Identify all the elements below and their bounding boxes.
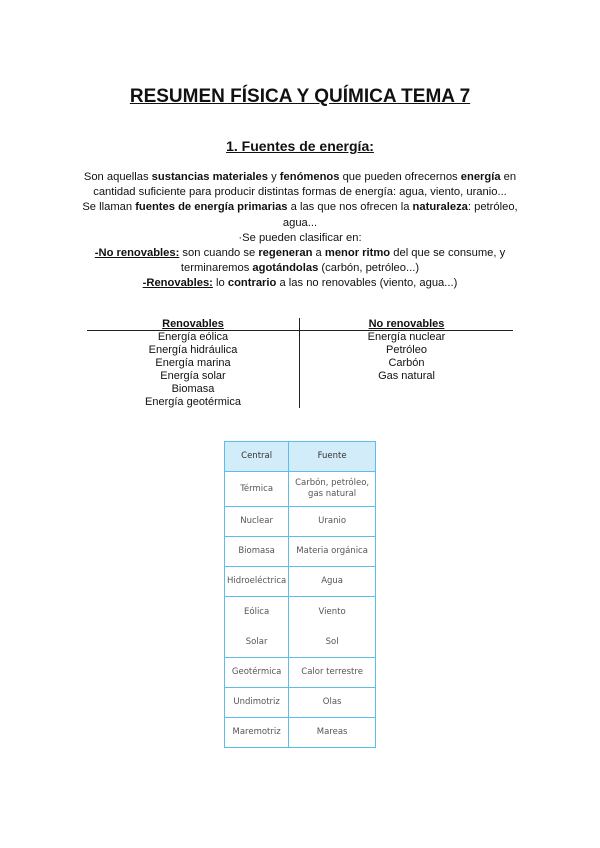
renovables-column [87,318,299,409]
table-header-row [225,442,376,472]
cell: Agua [289,567,376,597]
list-item: Energía marina [155,357,231,369]
header-fuente: Fuente [289,442,376,472]
cell: Materia orgánica [289,537,376,567]
list-item: Energía solar [160,370,226,382]
cell: Olas [289,688,376,718]
document-title: RESUMEN FÍSICA Y QUÍMICA TEMA 7 [129,86,471,107]
list-item: Gas natural [378,370,435,382]
cell: Maremotriz [225,718,289,748]
table-row [225,658,376,688]
column-header: No renovables [368,318,445,330]
cell: Geotérmica [225,658,289,688]
cell-text: Sol [325,637,339,647]
cell [225,597,289,658]
cell: Nuclear [225,507,289,537]
cell: Carbón, petróleo, gas natural [289,472,376,507]
centrales-table [224,441,376,748]
table-row [225,718,376,748]
table-row [225,507,376,537]
table-row [225,688,376,718]
table-row [225,537,376,567]
cell-text: Solar [245,637,268,647]
table-row [225,597,376,658]
cell: Mareas [289,718,376,748]
table-row [225,472,376,507]
paragraph-definition: Son aquellas sustancias materiales y fenómenos que pueden ofrecernos energía en cantidad suficiente para producir distintas formas de energía: agua, viento, uranio... [83,171,517,199]
cell-text: Viento [318,607,346,617]
cell-text: Eólica [244,607,270,617]
intro-text [80,170,520,292]
header-central: Central [225,442,289,472]
list-item: Energía geotérmica [145,396,241,408]
cell: Hidroeléctrica [225,567,289,597]
cell [289,597,376,658]
cell: Térmica [225,472,289,507]
list-item: Carbón [388,357,425,369]
cell: Biomasa [225,537,289,567]
list-item: Biomasa [171,383,215,395]
cell: Undimotriz [225,688,289,718]
column-header: Renovables [162,318,224,330]
paragraph-renovables: -Renovables: lo contrario a las no renovables (viento, agua...) [142,277,458,290]
table-row [225,567,376,597]
list-item: Energía eólica [157,331,229,343]
list-item: Petróleo [386,344,427,356]
list-item: Energía nuclear [367,331,446,343]
paragraph-clasificar: ·Se pueden clasificar en: [238,231,362,244]
section-heading: 1. Fuentes de energía: [226,138,374,154]
list-item: Energía hidráulica [148,344,238,356]
cell: Uranio [289,507,376,537]
paragraph-primarias: Se llaman fuentes de energía primarias a las que nos ofrecen la naturaleza: petróleo, agua... [82,201,518,229]
no-renovables-column [300,318,513,383]
cell: Calor terrestre [289,658,376,688]
paragraph-no-renovables: -No renovables: son cuando se regeneran a menor ritmo del que se consume, y terminaremos agotándolas (carbón, petróleo...) [94,247,506,275]
